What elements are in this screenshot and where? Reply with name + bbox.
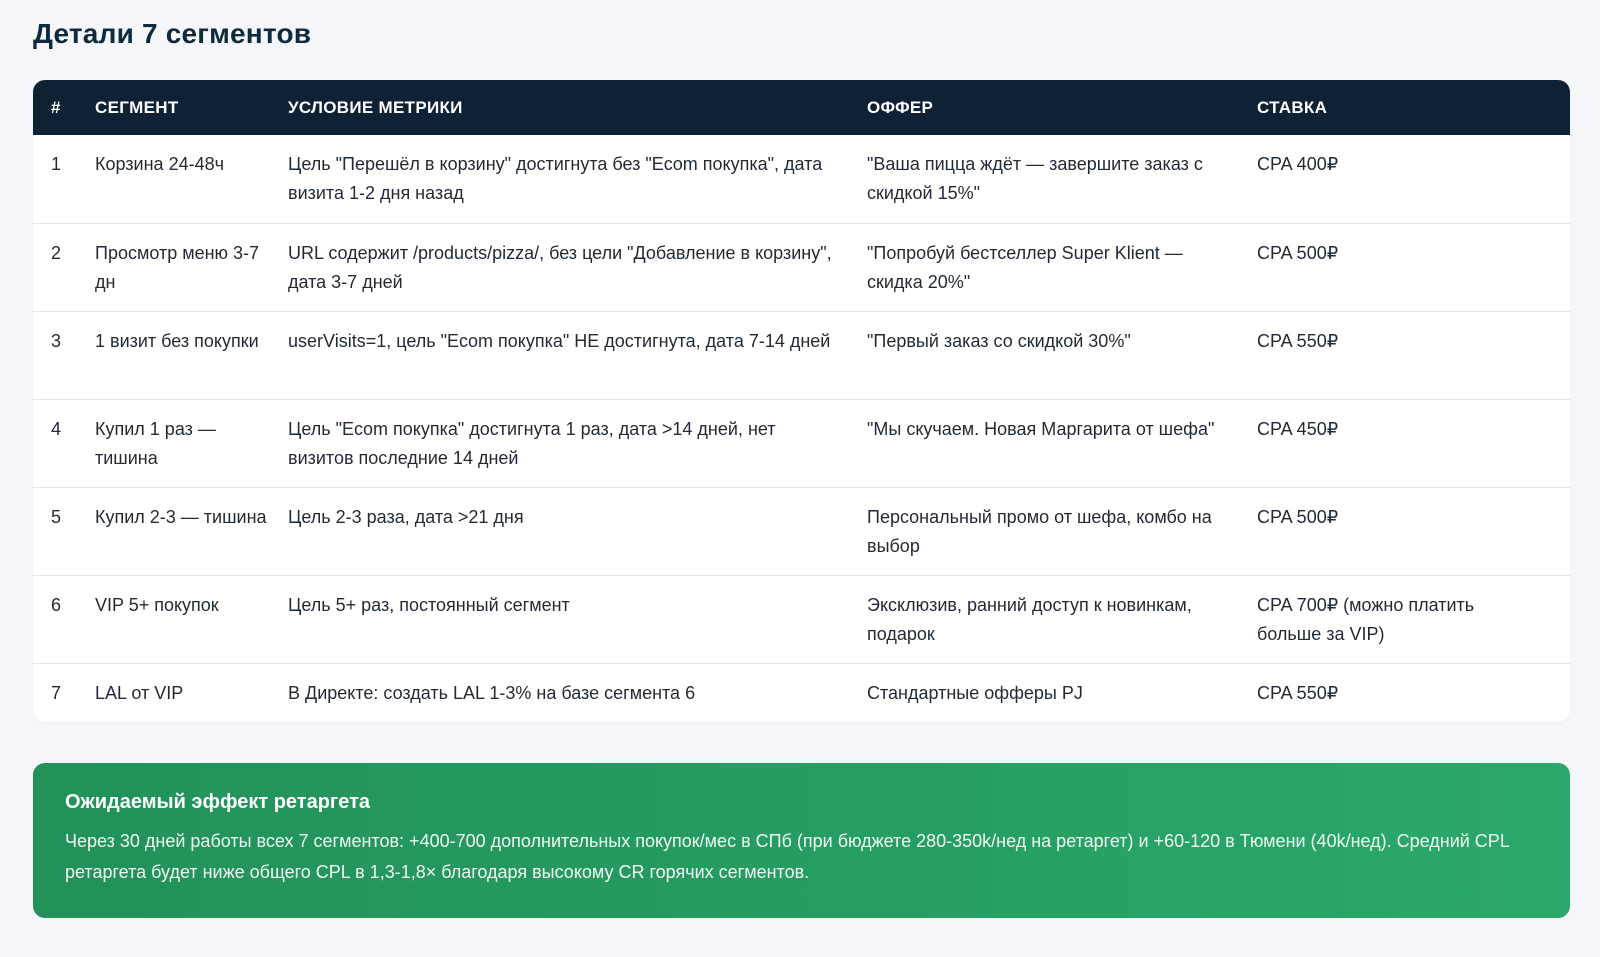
- table-row: [33, 663, 1570, 722]
- table-row: [33, 223, 1570, 311]
- row-num: 7: [51, 682, 62, 703]
- segments-table-card: [33, 80, 1570, 722]
- table-row: [33, 399, 1570, 487]
- row-offer: "Мы скучаем. Новая Маргарита от шефа": [867, 418, 1215, 439]
- header-rate: СТАВКА: [1257, 97, 1328, 117]
- table-row: [33, 575, 1570, 663]
- row-condition: URL содержит /products/pizza/, без цели "Добавление в корзину", дата 3-7 дней: [288, 242, 832, 292]
- row-segment: Корзина 24-48ч: [95, 154, 224, 174]
- row-num: 5: [51, 506, 62, 527]
- row-rate: CPA 550₽: [1257, 682, 1339, 703]
- row-num: 1: [51, 154, 62, 174]
- row-condition: Цель "Перешёл в корзину" достигнута без "Ecom покупка", дата визита 1-2 дня назад: [288, 154, 823, 203]
- header-condition: УСЛОВИЕ МЕТРИКИ: [288, 97, 463, 117]
- row-segment: 1 визит без покупки: [95, 330, 259, 351]
- header-num: #: [51, 97, 61, 117]
- table-header-row: [33, 80, 1570, 135]
- row-num: 6: [51, 594, 62, 615]
- header-offer: ОФФЕР: [867, 97, 934, 117]
- row-num: 3: [51, 330, 62, 351]
- page-title: Детали 7 сегментов: [33, 18, 312, 49]
- effect-text: Через 30 дней работы всех 7 сегментов: +400-700 дополнительных покупок/мес в СПб (при бюджете 280-350k/нед на ретаргет) и +60-120 в Тюмени (40k/нед). Средний CPL ретаргета будет ниже общего CPL в 1,3-1,8× благодаря высокому CR горячих сегментов.: [65, 831, 1510, 882]
- effect-callout: [33, 763, 1570, 918]
- row-offer: "Попробуй бестселлер Super Klient — скидка 20%": [867, 242, 1183, 292]
- row-rate: CPA 550₽: [1257, 330, 1339, 351]
- row-offer: "Ваша пицца ждёт — завершите заказ с скидкой 15%": [867, 154, 1203, 203]
- row-rate: CPA 500₽: [1257, 242, 1339, 263]
- row-offer: Стандартные офферы PJ: [867, 682, 1083, 703]
- row-rate: CPA 500₽: [1257, 506, 1339, 527]
- row-offer: "Первый заказ со скидкой 30%": [867, 330, 1131, 351]
- row-num: 2: [51, 242, 62, 263]
- effect-title: Ожидаемый эффект ретаргета: [65, 791, 371, 813]
- row-offer: Персональный промо от шефа, комбо на выбор: [867, 506, 1212, 556]
- header-segment: СЕГМЕНТ: [95, 97, 179, 117]
- row-condition: Цель "Ecom покупка" достигнута 1 раз, дата >14 дней, нет визитов последние 14 дней: [288, 418, 776, 468]
- row-rate: CPA 700₽ (можно платить больше за VIP): [1257, 594, 1475, 644]
- row-rate: CPA 400₽: [1257, 154, 1339, 174]
- row-condition: Цель 2-3 раза, дата >21 дня: [288, 506, 524, 527]
- row-condition: userVisits=1, цель "Ecom покупка" НЕ достигнута, дата 7-14 дней: [288, 330, 831, 351]
- row-condition: Цель 5+ раз, постоянный сегмент: [288, 594, 570, 615]
- segments-table: [33, 80, 1570, 722]
- row-segment: Купил 2-3 — тишина: [95, 506, 267, 527]
- row-num: 4: [51, 418, 62, 439]
- row-segment: Просмотр меню 3-7 дн: [95, 242, 260, 292]
- table-row: [33, 311, 1570, 399]
- row-rate: CPA 450₽: [1257, 418, 1339, 439]
- row-segment: VIP 5+ покупок: [95, 594, 219, 615]
- table-row: [33, 487, 1570, 575]
- row-segment: LAL от VIP: [95, 682, 184, 703]
- row-condition: В Директе: создать LAL 1-3% на базе сегмента 6: [288, 682, 696, 703]
- row-segment: Купил 1 раз — тишина: [95, 418, 216, 468]
- row-offer: Эксклюзив, ранний доступ к новинкам, подарок: [867, 594, 1192, 644]
- table-row: [33, 135, 1570, 223]
